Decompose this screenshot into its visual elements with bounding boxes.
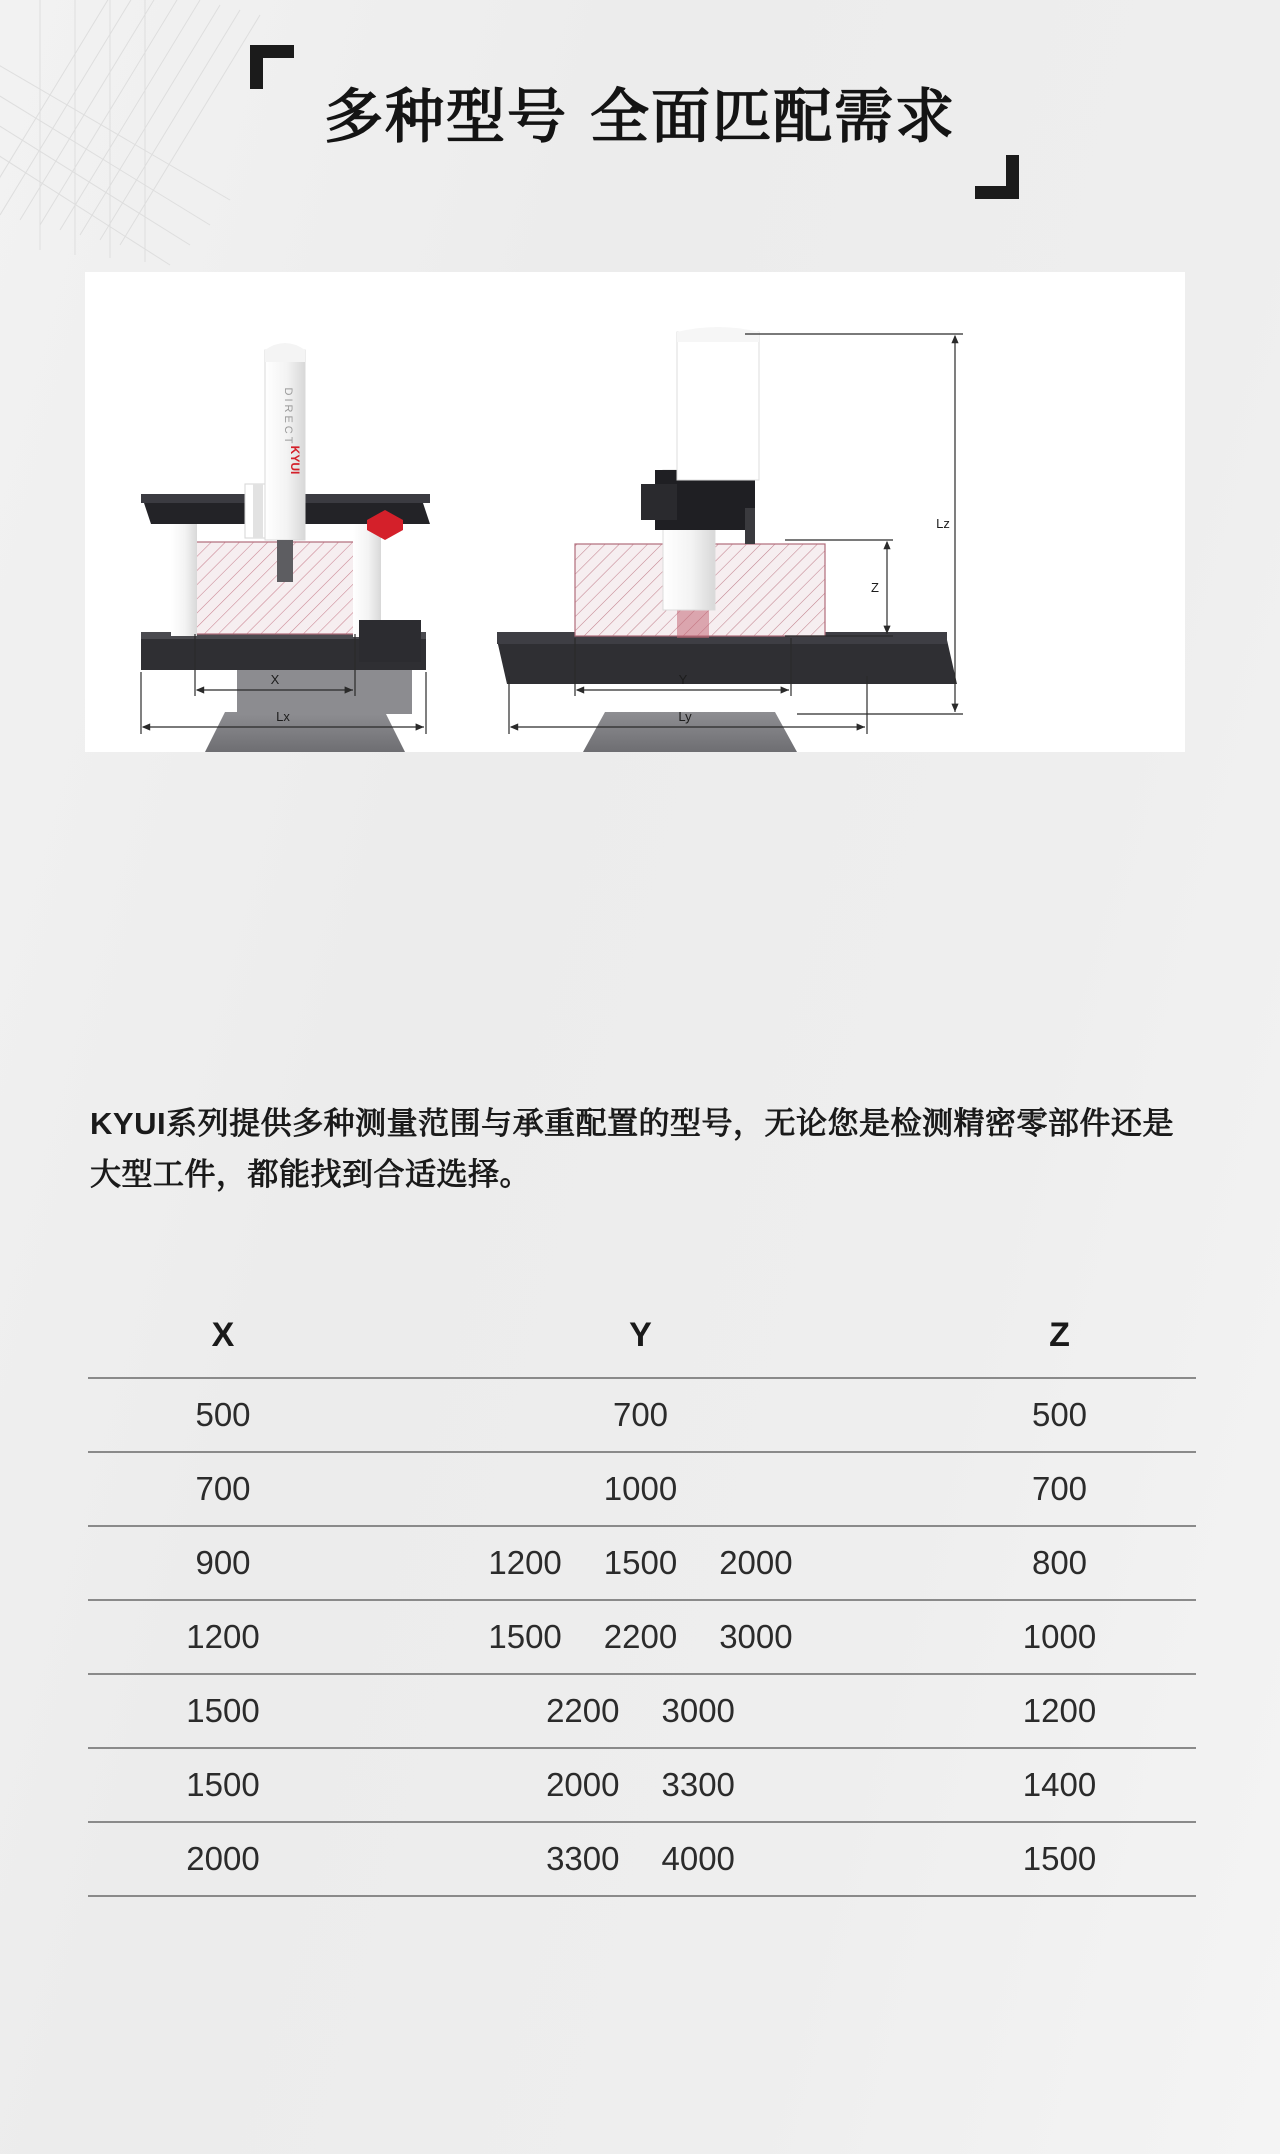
- label-lx: Lx: [276, 709, 290, 724]
- column-header-x: X: [211, 1316, 235, 1354]
- cell-y: [358, 1378, 923, 1452]
- label-lz: Lz: [936, 516, 950, 531]
- ram-vertical-text: DIRECT: [282, 387, 294, 447]
- cell-y-value: 2000: [719, 1544, 793, 1581]
- label-y: Y: [678, 672, 688, 687]
- cell-y: [358, 1526, 923, 1600]
- product-diagram-panel: [85, 272, 1185, 752]
- page-title: [0, 84, 1280, 150]
- cell-z: 1500: [923, 1822, 1196, 1896]
- table-row: [88, 1748, 1196, 1822]
- cell-y: [358, 1822, 923, 1896]
- page-title-part2: 全面匹配需求: [590, 84, 957, 150]
- cell-y-value: 3300: [661, 1766, 735, 1803]
- table-row: [88, 1674, 1196, 1748]
- specification-table: [88, 1310, 1196, 1897]
- table-row: [88, 1822, 1196, 1896]
- cell-z: 800: [923, 1526, 1196, 1600]
- cell-z: 1000: [923, 1600, 1196, 1674]
- cell-y-value: 4000: [661, 1840, 735, 1877]
- label-x: X: [270, 672, 280, 687]
- column-header-y: Y: [629, 1316, 652, 1354]
- ram-brand-text: KYUI: [288, 445, 302, 475]
- corner-bracket-bottom-right: [975, 155, 1019, 199]
- cell-y-value: 1500: [488, 1618, 562, 1655]
- page-header: [0, 0, 1280, 255]
- cell-y-value: 3000: [661, 1692, 735, 1729]
- cell-x: 500: [88, 1378, 358, 1452]
- cell-z: 500: [923, 1378, 1196, 1452]
- cell-y-value: 700: [612, 1396, 669, 1433]
- cell-y-value: 2000: [546, 1766, 620, 1803]
- table-body: [88, 1378, 1196, 1896]
- cell-z: 700: [923, 1452, 1196, 1526]
- cell-y-value: 1200: [488, 1544, 562, 1581]
- table-row: [88, 1526, 1196, 1600]
- cell-y-value: 2200: [546, 1692, 620, 1729]
- table-row: [88, 1600, 1196, 1674]
- cell-y: [358, 1600, 923, 1674]
- cell-x: 1500: [88, 1748, 358, 1822]
- column-header-z: Z: [1049, 1316, 1070, 1354]
- cell-x: 900: [88, 1526, 358, 1600]
- cell-y: [358, 1674, 923, 1748]
- cell-y-value: 1500: [603, 1544, 678, 1581]
- cmm-machine-diagram: [85, 272, 1185, 752]
- cell-x: 2000: [88, 1822, 358, 1896]
- label-ly: Ly: [678, 709, 692, 724]
- cell-y-value: 3300: [546, 1840, 620, 1877]
- table-header-row: [88, 1310, 1196, 1378]
- cell-z: 1200: [923, 1674, 1196, 1748]
- cell-x: 1500: [88, 1674, 358, 1748]
- cell-x: 700: [88, 1452, 358, 1526]
- cell-y: [358, 1452, 923, 1526]
- cell-y-value: 3000: [719, 1618, 793, 1655]
- cell-x: 1200: [88, 1600, 358, 1674]
- cell-y-value: 1000: [603, 1470, 678, 1507]
- table-row: [88, 1378, 1196, 1452]
- label-z: Z: [871, 580, 879, 595]
- cell-y-value: 2200: [603, 1618, 678, 1655]
- page-title-part1: 多种型号: [323, 84, 568, 150]
- corner-bracket-top-left: [250, 45, 294, 89]
- cell-y: [358, 1748, 923, 1822]
- description-text: KYUI系列提供多种测量范围与承重配置的型号，无论您是检测精密零部件还是大型工件，都能找到合适选择。: [90, 1106, 1175, 1193]
- cell-z: 1400: [923, 1748, 1196, 1822]
- table-row: [88, 1452, 1196, 1526]
